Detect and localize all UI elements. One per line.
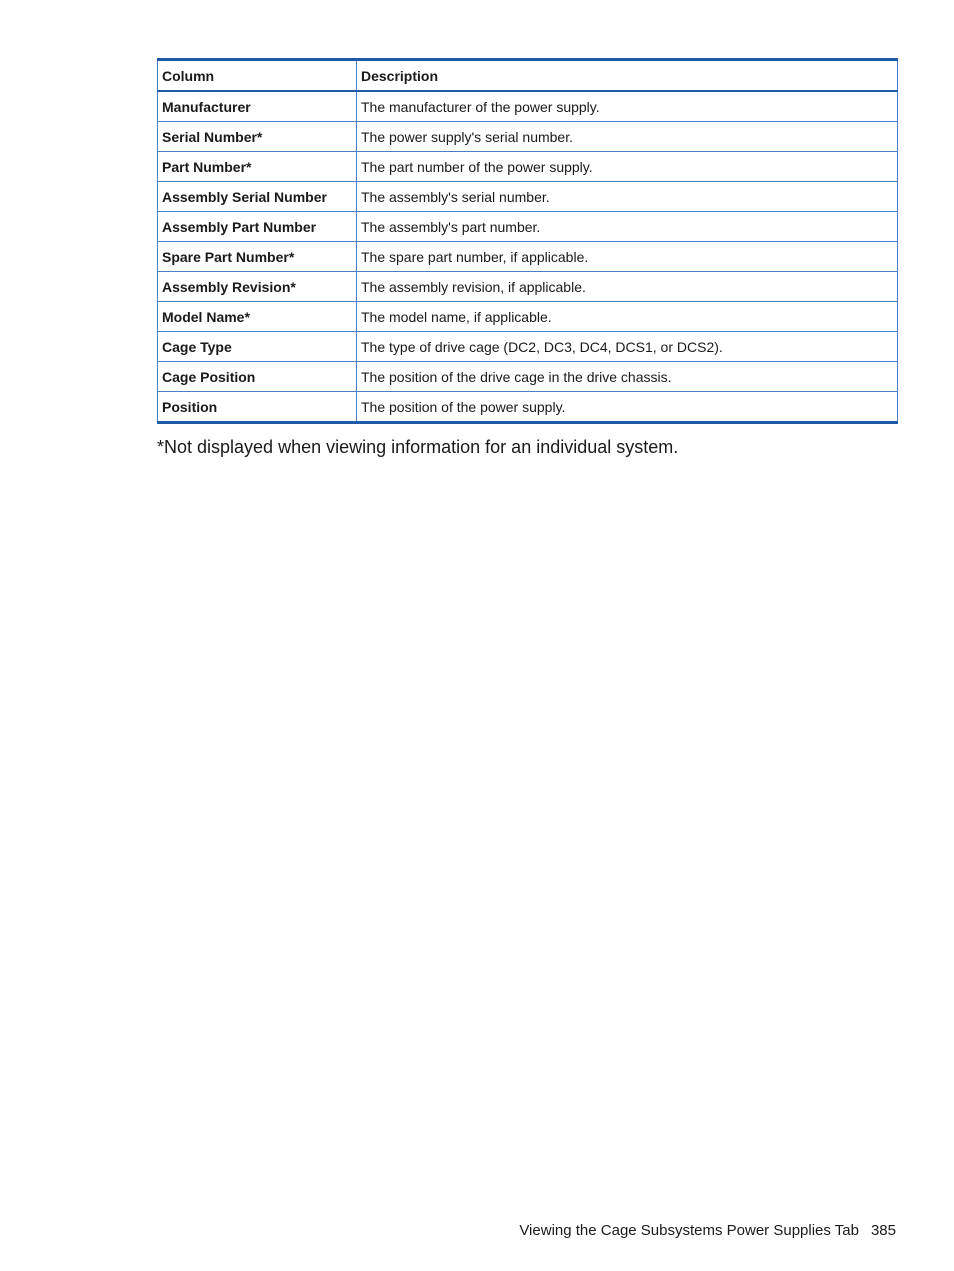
- table-header-row: [158, 60, 898, 92]
- row-description: The assembly's part number.: [357, 212, 898, 242]
- row-description: The model name, if applicable.: [357, 302, 898, 332]
- row-description: The power supply's serial number.: [357, 122, 898, 152]
- row-column-name: Assembly Revision*: [158, 272, 357, 302]
- table-row: [158, 332, 898, 362]
- table-row: [158, 122, 898, 152]
- table-row: [158, 272, 898, 302]
- column-description-table: [157, 58, 898, 424]
- footer-section-title: Viewing the Cage Subsystems Power Supplies Tab: [519, 1222, 859, 1239]
- table-row: [158, 182, 898, 212]
- row-column-name: Cage Type: [158, 332, 357, 362]
- header-column: Column: [158, 60, 357, 92]
- row-description: The part number of the power supply.: [357, 152, 898, 182]
- row-column-name: Assembly Part Number: [158, 212, 357, 242]
- footnote: *Not displayed when viewing information for an individual system.: [157, 437, 679, 457]
- row-column-name: Position: [158, 392, 357, 423]
- table-row: [158, 152, 898, 182]
- row-description: The position of the power supply.: [357, 392, 898, 423]
- table-row: [158, 212, 898, 242]
- row-column-name: Part Number*: [158, 152, 357, 182]
- row-column-name: Model Name*: [158, 302, 357, 332]
- table-row: [158, 362, 898, 392]
- row-column-name: Spare Part Number*: [158, 242, 357, 272]
- table-row: [158, 91, 898, 122]
- row-column-name: Manufacturer: [158, 91, 357, 122]
- table-row: [158, 242, 898, 272]
- page-number: 385: [870, 1222, 896, 1239]
- row-description: The type of drive cage (DC2, DC3, DC4, DCS1, or DCS2).: [357, 332, 898, 362]
- row-description: The spare part number, if applicable.: [357, 242, 898, 272]
- table-row: [158, 392, 898, 423]
- row-description: The assembly revision, if applicable.: [357, 272, 898, 302]
- row-column-name: Assembly Serial Number: [158, 182, 357, 212]
- row-column-name: Serial Number*: [158, 122, 357, 152]
- row-description: The assembly's serial number.: [357, 182, 898, 212]
- page-footer: [519, 1222, 896, 1239]
- table-row: [158, 302, 898, 332]
- row-description: The manufacturer of the power supply.: [357, 91, 898, 122]
- header-description: Description: [357, 60, 898, 92]
- row-column-name: Cage Position: [158, 362, 357, 392]
- row-description: The position of the drive cage in the drive chassis.: [357, 362, 898, 392]
